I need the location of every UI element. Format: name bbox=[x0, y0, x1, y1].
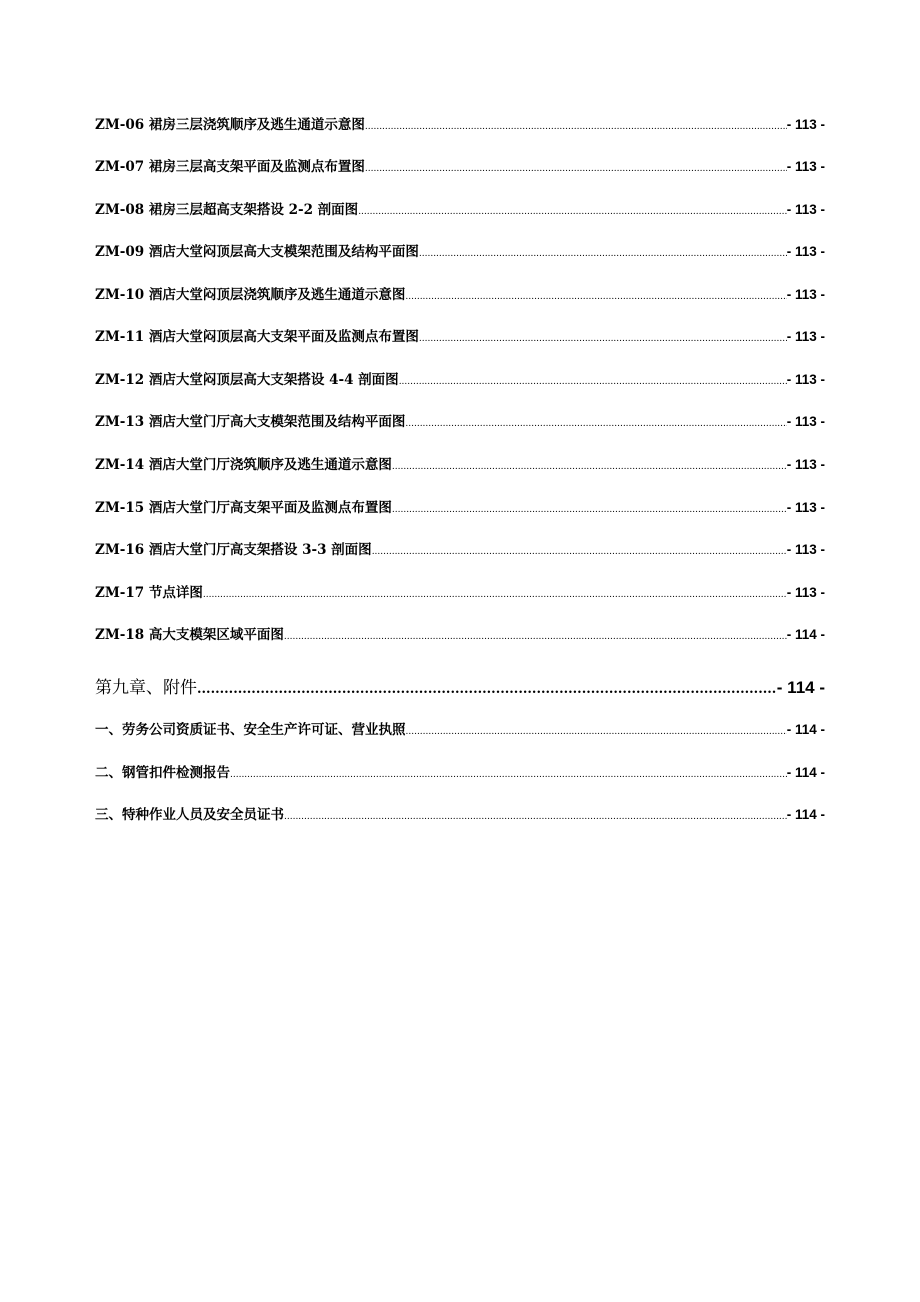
toc-entry-page: - 113 - bbox=[786, 329, 825, 344]
toc-entry-page: - 113 - bbox=[786, 500, 825, 515]
toc-chapter-9[interactable] bbox=[95, 676, 825, 700]
toc-entry-page: - 113 - bbox=[786, 159, 825, 174]
toc-attachment-1[interactable] bbox=[95, 720, 825, 740]
toc-entry-page: - 113 - bbox=[786, 542, 825, 557]
toc-entry-title: ZM-07 裙房三层高支架平面及监测点布置图 bbox=[95, 159, 365, 175]
toc-entry-page: - 114 - bbox=[786, 807, 825, 822]
dot-leader bbox=[419, 329, 787, 347]
dot-leader bbox=[419, 244, 787, 262]
toc-entry-page: - 113 - bbox=[786, 202, 825, 217]
toc-entry-zm-12[interactable] bbox=[95, 370, 825, 390]
toc-entry-title: ZM-17 节点详图 bbox=[95, 585, 203, 601]
toc-entry-zm-08[interactable] bbox=[95, 200, 825, 220]
toc-entry-zm-07[interactable] bbox=[95, 157, 825, 177]
toc-chapter-title: 第九章、附件 bbox=[95, 678, 197, 698]
dot-leader bbox=[197, 678, 777, 700]
toc-entry-zm-09[interactable] bbox=[95, 242, 825, 262]
toc-entry-zm-11[interactable] bbox=[95, 327, 825, 347]
toc-entry-title: ZM-16 酒店大堂门厅高支架搭设 3-3 剖面图 bbox=[95, 542, 372, 558]
toc-chapter-page: - 114 - bbox=[776, 678, 825, 697]
toc-entry-zm-17[interactable] bbox=[95, 583, 825, 603]
toc-entry-title: ZM-12 酒店大堂闷顶层高大支架搭设 4-4 剖面图 bbox=[95, 372, 399, 388]
dot-leader bbox=[392, 500, 787, 518]
toc-entry-page: - 113 - bbox=[786, 457, 825, 472]
toc-attachment-2[interactable] bbox=[95, 763, 825, 783]
toc-entry-title: ZM-15 酒店大堂门厅高支架平面及监测点布置图 bbox=[95, 500, 392, 516]
toc-attachment-3[interactable] bbox=[95, 805, 825, 825]
toc-entry-title: ZM-08 裙房三层超高支架搭设 2-2 剖面图 bbox=[95, 202, 359, 218]
toc-entry-title: 三、特种作业人员及安全员证书 bbox=[95, 807, 284, 823]
toc-entry-page: - 113 - bbox=[786, 287, 825, 302]
toc-entry-page: - 113 - bbox=[786, 244, 825, 259]
toc-entry-zm-13[interactable] bbox=[95, 412, 825, 432]
dot-leader bbox=[392, 457, 787, 475]
toc-entry-title: 一、劳务公司资质证书、安全生产许可证、营业执照 bbox=[95, 722, 406, 738]
toc-entry-title: ZM-18 高大支模架区域平面图 bbox=[95, 627, 284, 643]
dot-leader bbox=[284, 807, 787, 825]
dot-leader bbox=[365, 159, 787, 177]
toc-entry-page: - 114 - bbox=[786, 765, 825, 780]
toc-entry-title: ZM-10 酒店大堂闷顶层浇筑顺序及逃生通道示意图 bbox=[95, 287, 406, 303]
dot-leader bbox=[405, 287, 786, 305]
toc-entry-title: ZM-11 酒店大堂闷顶层高大支架平面及监测点布置图 bbox=[95, 329, 419, 345]
dot-leader bbox=[203, 585, 787, 603]
dot-leader bbox=[405, 414, 786, 432]
toc-entry-zm-15[interactable] bbox=[95, 498, 825, 518]
toc-entry-page: - 113 - bbox=[786, 372, 825, 387]
dot-leader bbox=[365, 117, 787, 135]
toc-entry-title: ZM-13 酒店大堂门厅高大支模架范围及结构平面图 bbox=[95, 414, 406, 430]
toc-entry-title: 二、钢管扣件检测报告 bbox=[95, 765, 230, 781]
toc-entry-zm-18[interactable] bbox=[95, 625, 825, 645]
dot-leader bbox=[372, 542, 787, 560]
toc-entry-zm-10[interactable] bbox=[95, 285, 825, 305]
dot-leader bbox=[358, 202, 787, 220]
dot-leader bbox=[399, 372, 787, 390]
toc-entry-title: ZM-14 酒店大堂门厅浇筑顺序及逃生通道示意图 bbox=[95, 457, 392, 473]
toc-entry-page: - 113 - bbox=[786, 117, 825, 132]
toc-entry-page: - 113 - bbox=[786, 585, 825, 600]
toc-entry-page: - 114 - bbox=[786, 722, 825, 737]
toc-entry-zm-16[interactable] bbox=[95, 540, 825, 560]
toc-entry-zm-14[interactable] bbox=[95, 455, 825, 475]
toc-entry-title: ZM-09 酒店大堂闷顶层高大支模架范围及结构平面图 bbox=[95, 244, 419, 260]
toc-entry-title: ZM-06 裙房三层浇筑顺序及逃生通道示意图 bbox=[95, 117, 365, 133]
toc-entry-page: - 113 - bbox=[786, 414, 825, 429]
toc-entry-zm-06[interactable] bbox=[95, 115, 825, 135]
dot-leader bbox=[406, 722, 787, 740]
dot-leader bbox=[284, 627, 787, 645]
toc-entry-page: - 114 - bbox=[786, 627, 825, 642]
dot-leader bbox=[230, 765, 787, 783]
